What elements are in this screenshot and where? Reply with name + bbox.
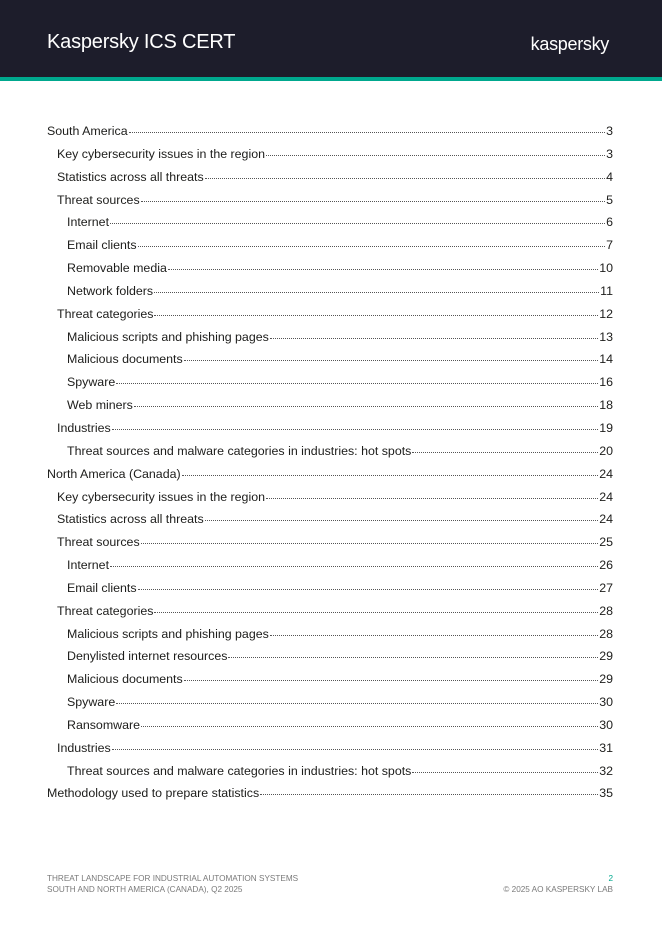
toc-entry[interactable] bbox=[47, 786, 613, 809]
toc-entry[interactable] bbox=[47, 604, 613, 627]
toc-dot-leader bbox=[138, 246, 606, 247]
toc-entry-title[interactable]: Statistics across all threats bbox=[57, 512, 204, 527]
toc-entry-page[interactable]: 31 bbox=[599, 740, 613, 755]
toc-entry-title[interactable]: Threat sources bbox=[57, 535, 140, 550]
toc-entry-title[interactable]: Web miners bbox=[67, 398, 133, 413]
toc-dot-leader bbox=[110, 223, 605, 224]
toc-entry[interactable] bbox=[47, 490, 613, 513]
toc-entry-page[interactable]: 35 bbox=[599, 786, 613, 801]
toc-entry-title[interactable]: Threat sources and malware categories in industries: hot spots bbox=[67, 443, 412, 458]
toc-entry[interactable] bbox=[47, 649, 613, 672]
toc-entry-page[interactable]: 19 bbox=[599, 420, 613, 435]
toc-entry-page[interactable]: 30 bbox=[599, 695, 613, 710]
toc-dot-leader bbox=[182, 475, 599, 476]
toc-entry-page[interactable]: 28 bbox=[599, 603, 613, 618]
toc-entry[interactable] bbox=[47, 718, 613, 741]
toc-dot-leader bbox=[110, 566, 598, 567]
table-of-contents bbox=[47, 124, 613, 809]
toc-entry-page[interactable]: 29 bbox=[599, 672, 613, 687]
toc-entry-title[interactable]: Industries bbox=[57, 740, 111, 755]
toc-dot-leader bbox=[266, 498, 598, 499]
toc-dot-leader bbox=[270, 338, 598, 339]
toc-dot-leader bbox=[112, 429, 598, 430]
toc-entry-title[interactable]: Industries bbox=[57, 420, 111, 435]
toc-dot-leader bbox=[228, 657, 598, 658]
toc-entry-title[interactable]: South America bbox=[47, 124, 128, 138]
toc-entry-title[interactable]: Spyware bbox=[67, 695, 116, 710]
footer-line-2: SOUTH AND NORTH AMERICA (CANADA), Q2 2025 bbox=[47, 885, 243, 894]
kaspersky-logo: kaspersky bbox=[530, 34, 609, 54]
toc-entry[interactable] bbox=[47, 512, 613, 535]
toc-entry-page[interactable]: 7 bbox=[606, 238, 613, 253]
toc-entry[interactable] bbox=[47, 421, 613, 444]
toc-entry[interactable] bbox=[47, 627, 613, 650]
toc-entry[interactable] bbox=[47, 558, 613, 581]
toc-entry-page[interactable]: 3 bbox=[606, 124, 613, 138]
toc-entry[interactable] bbox=[47, 238, 613, 261]
toc-dot-leader bbox=[141, 201, 605, 202]
toc-dot-leader bbox=[260, 794, 598, 795]
toc-entry[interactable] bbox=[47, 284, 613, 307]
toc-entry-title[interactable]: Internet bbox=[67, 558, 110, 573]
toc-entry-page[interactable]: 20 bbox=[599, 443, 613, 458]
toc-entry-title[interactable]: Malicious documents bbox=[67, 672, 183, 687]
toc-entry[interactable] bbox=[47, 764, 613, 787]
toc-dot-leader bbox=[184, 680, 599, 681]
toc-entry-title[interactable]: Threat categories bbox=[57, 306, 154, 321]
toc-entry[interactable] bbox=[47, 741, 613, 764]
toc-entry-title[interactable]: Removable media bbox=[67, 261, 167, 276]
toc-entry[interactable] bbox=[47, 695, 613, 718]
toc-entry-title[interactable]: Denylisted internet resources bbox=[67, 649, 228, 664]
toc-entry-title[interactable]: Email clients bbox=[67, 580, 137, 595]
toc-dot-leader bbox=[141, 543, 599, 544]
toc-entry-page[interactable]: 13 bbox=[599, 329, 613, 344]
toc-dot-leader bbox=[112, 749, 598, 750]
toc-dot-leader bbox=[205, 178, 605, 179]
header-title: Kaspersky ICS CERT bbox=[47, 31, 236, 53]
toc-entry[interactable] bbox=[47, 581, 613, 604]
toc-entry-title[interactable]: Key cybersecurity issues in the region bbox=[57, 146, 265, 161]
footer-line-1: THREAT LANDSCAPE FOR INDUSTRIAL AUTOMATION SYSTEMS bbox=[47, 874, 299, 883]
footer-right bbox=[503, 873, 613, 895]
toc-dot-leader bbox=[154, 315, 598, 316]
toc-entry-title[interactable]: North America (Canada) bbox=[47, 466, 181, 481]
toc-dot-leader bbox=[412, 772, 598, 773]
toc-entry-title[interactable]: Internet bbox=[67, 215, 110, 230]
toc-entry-page[interactable]: 30 bbox=[599, 717, 613, 732]
toc-entry-page[interactable]: 32 bbox=[599, 763, 613, 778]
toc-entry[interactable] bbox=[47, 215, 613, 238]
toc-entry-page[interactable]: 14 bbox=[599, 352, 613, 367]
toc-entry-page[interactable]: 24 bbox=[599, 512, 613, 527]
toc-entry-title[interactable]: Malicious scripts and phishing pages bbox=[67, 626, 269, 641]
toc-entry-page[interactable]: 28 bbox=[599, 626, 613, 641]
toc-entry-page[interactable]: 4 bbox=[606, 169, 613, 184]
toc-entry[interactable] bbox=[47, 170, 613, 193]
toc-entry[interactable] bbox=[47, 193, 613, 216]
toc-entry-title[interactable]: Ransomware bbox=[67, 717, 140, 732]
toc-entry[interactable] bbox=[47, 330, 613, 353]
toc-dot-leader bbox=[116, 703, 598, 704]
toc-entry-page[interactable]: 26 bbox=[599, 558, 613, 573]
toc-entry-page[interactable]: 24 bbox=[599, 466, 613, 481]
toc-entry-page[interactable]: 6 bbox=[606, 215, 613, 230]
toc-entry[interactable] bbox=[47, 375, 613, 398]
toc-dot-leader bbox=[154, 292, 599, 293]
toc-entry-page[interactable]: 11 bbox=[600, 283, 613, 298]
toc-dot-leader bbox=[134, 406, 598, 407]
toc-entry-page[interactable]: 16 bbox=[599, 375, 613, 390]
toc-dot-leader bbox=[168, 269, 598, 270]
toc-entry[interactable] bbox=[47, 672, 613, 695]
copyright: © 2025 AO KASPERSKY LAB bbox=[503, 885, 613, 894]
toc-entry-title[interactable]: Malicious scripts and phishing pages bbox=[67, 329, 269, 344]
toc-entry-page[interactable]: 5 bbox=[606, 192, 613, 207]
toc-entry-title[interactable]: Network folders bbox=[67, 283, 154, 298]
toc-entry[interactable] bbox=[47, 398, 613, 421]
toc-entry-title[interactable]: Email clients bbox=[67, 238, 137, 253]
toc-entry-page[interactable]: 10 bbox=[599, 261, 613, 276]
toc-entry-page[interactable]: 24 bbox=[599, 489, 613, 504]
toc-dot-leader bbox=[154, 612, 598, 613]
toc-entry-page[interactable]: 3 bbox=[606, 146, 613, 161]
toc-entry-title[interactable]: Key cybersecurity issues in the region bbox=[57, 489, 265, 504]
footer-report-title bbox=[47, 873, 298, 895]
toc-entry[interactable] bbox=[47, 467, 613, 490]
toc-entry[interactable] bbox=[47, 444, 613, 467]
toc-dot-leader bbox=[266, 155, 605, 156]
toc-entry[interactable] bbox=[47, 124, 613, 147]
toc-entry-title[interactable]: Spyware bbox=[67, 375, 116, 390]
toc-entry-page[interactable]: 29 bbox=[599, 649, 613, 664]
toc-entry-page[interactable]: 27 bbox=[599, 580, 613, 595]
toc-entry[interactable] bbox=[47, 535, 613, 558]
toc-entry-page[interactable]: 25 bbox=[599, 535, 613, 550]
toc-entry[interactable] bbox=[47, 261, 613, 284]
toc-dot-leader bbox=[116, 383, 598, 384]
toc-entry-page[interactable]: 12 bbox=[599, 306, 613, 321]
toc-entry-title[interactable]: Threat sources and malware categories in industries: hot spots bbox=[67, 763, 412, 778]
toc-entry[interactable] bbox=[47, 307, 613, 330]
toc-entry[interactable] bbox=[47, 147, 613, 170]
toc-dot-leader bbox=[412, 452, 598, 453]
toc-entry[interactable] bbox=[47, 352, 613, 375]
header-accent-bar bbox=[0, 77, 662, 81]
toc-entry-page[interactable]: 18 bbox=[599, 398, 613, 413]
toc-entry-title[interactable]: Methodology used to prepare statistics bbox=[47, 786, 260, 801]
toc-dot-leader bbox=[205, 520, 599, 521]
page-header bbox=[0, 0, 662, 77]
toc-entry-title[interactable]: Malicious documents bbox=[67, 352, 183, 367]
toc-dot-leader bbox=[184, 360, 599, 361]
toc-entry-title[interactable]: Threat categories bbox=[57, 603, 154, 618]
toc-dot-leader bbox=[141, 726, 598, 727]
toc-dot-leader bbox=[138, 589, 599, 590]
page-number: 2 bbox=[608, 874, 613, 883]
toc-entry-title[interactable]: Statistics across all threats bbox=[57, 169, 204, 184]
toc-entry-title[interactable]: Threat sources bbox=[57, 192, 140, 207]
toc-dot-leader bbox=[129, 132, 606, 133]
toc-dot-leader bbox=[270, 635, 598, 636]
